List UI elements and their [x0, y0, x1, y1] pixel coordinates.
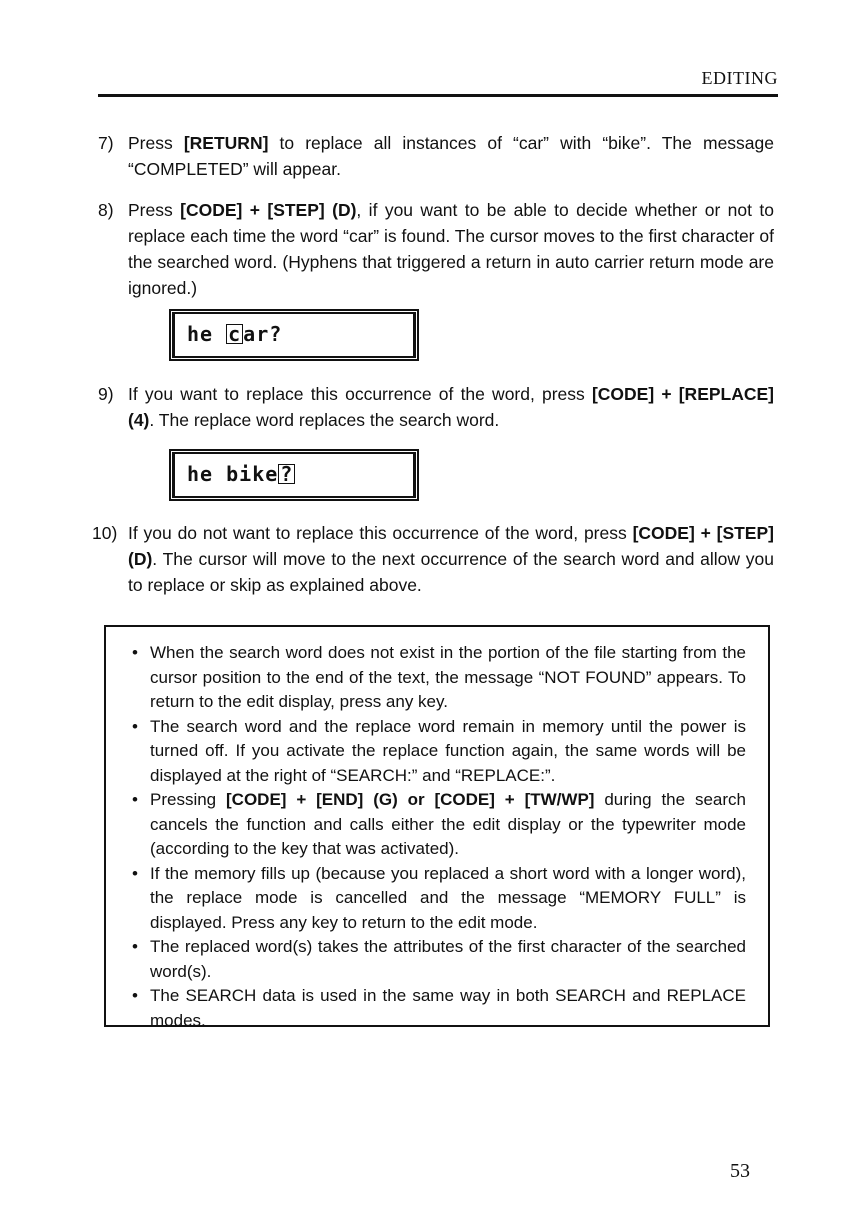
bullet-icon: •: [132, 643, 138, 662]
key-label: [CODE] + [STEP] (D): [180, 200, 357, 220]
text-run: If you do not want to replace this occurrence of the word, press: [128, 523, 633, 543]
header-rule: [98, 94, 778, 97]
display-text-before: he: [187, 322, 227, 346]
text-run: . The replace word replaces the search word.: [149, 410, 500, 430]
note-text: [150, 864, 746, 932]
note-item: [132, 788, 746, 862]
step-8: [98, 197, 774, 301]
step-10: [92, 520, 774, 598]
text-run: If the memory fills up (because you replaced a short word with a longer word), the replace mode is cancelled and the message “MEMORY FULL” is displayed. Press any key to return to the edit mode.: [150, 863, 746, 932]
notes-box: [104, 625, 770, 1030]
step-text: [128, 130, 774, 182]
text-run: Press: [128, 200, 181, 220]
bullet-icon: •: [132, 863, 138, 883]
step-7: [98, 130, 774, 182]
step-text: [128, 197, 774, 301]
display-text-before: he bike: [187, 462, 279, 486]
text-run: during the search cancels the function and calls either the edit display or the typewriter mode (according to the key that was activated).: [150, 790, 746, 858]
lcd-display-replace: [172, 452, 416, 498]
note-text: [150, 717, 746, 785]
section-header: EDITING: [701, 68, 778, 88]
note-item: [132, 715, 746, 789]
step-number: 10): [92, 523, 118, 543]
key-label: [CODE] + [STEP] (D): [128, 523, 774, 569]
key-label: [RETURN]: [183, 133, 269, 153]
display-text: [187, 462, 295, 486]
text-run: . The cursor will move to the next occurrence of the search word and allow you to replace or skip as explained above.: [128, 549, 774, 595]
bullet-icon: •: [132, 716, 138, 736]
key-label: [CODE] + [END] (G) or [CODE] + [TW/WP]: [226, 790, 595, 809]
step-number: 8): [98, 200, 114, 220]
text-run: If you want to replace this occurrence of the word, press: [128, 384, 592, 404]
note-item: [132, 984, 746, 1033]
note-text: [150, 937, 746, 981]
lcd-display-search: [172, 312, 416, 358]
page-number: 53: [730, 1160, 750, 1182]
note-text: [150, 643, 746, 711]
text-run: to replace all instances of “car” with “bike”. The message “COMPLETED” will appear.: [128, 133, 774, 179]
step-text: [128, 520, 774, 598]
bullet-icon: •: [132, 790, 138, 809]
display-text: [187, 322, 282, 346]
text-run: The SEARCH data is used in the same way in both SEARCH and REPLACE modes.: [150, 986, 746, 1030]
notes-list: [106, 627, 768, 1033]
step-9: [98, 381, 774, 433]
note-item: [132, 862, 746, 936]
cursor: ?: [280, 462, 294, 486]
note-item: [132, 935, 746, 984]
text-run: The search word and the replace word remain in memory until the power is turned off. If you activate the replace function again, the same words will be displayed at the right of “SEARCH:” and “REPLACE:”.: [150, 716, 746, 785]
step-number: 9): [98, 384, 114, 404]
step-text: [128, 381, 774, 433]
note-text: [150, 790, 746, 858]
bullet-icon: •: [132, 937, 138, 956]
step-number: 7): [98, 133, 114, 153]
key-label: [CODE] + [REPLACE] (4): [128, 384, 774, 430]
note-text: [150, 986, 746, 1030]
note-item: [132, 641, 746, 715]
bullet-icon: •: [132, 986, 138, 1005]
text-run: The replaced word(s) takes the attributes of the first character of the searched word(s).: [150, 937, 746, 981]
text-run: , if you want to be able to decide whether or not to replace each time the word “car” is found. The cursor moves to the first character of the searched word. (Hyphens that triggered a return in auto carrier return mode are ignored.): [128, 200, 774, 298]
text-run: Press: [128, 133, 184, 153]
text-run: Pressing: [150, 790, 227, 809]
text-run: When the search word does not exist in the portion of the file starting from the cursor position to the end of the text, the message “NOT FOUND” appears. To return to the edit display, press any key.: [150, 643, 746, 711]
display-text-after: ar?: [243, 322, 283, 346]
cursor: c: [228, 322, 242, 346]
